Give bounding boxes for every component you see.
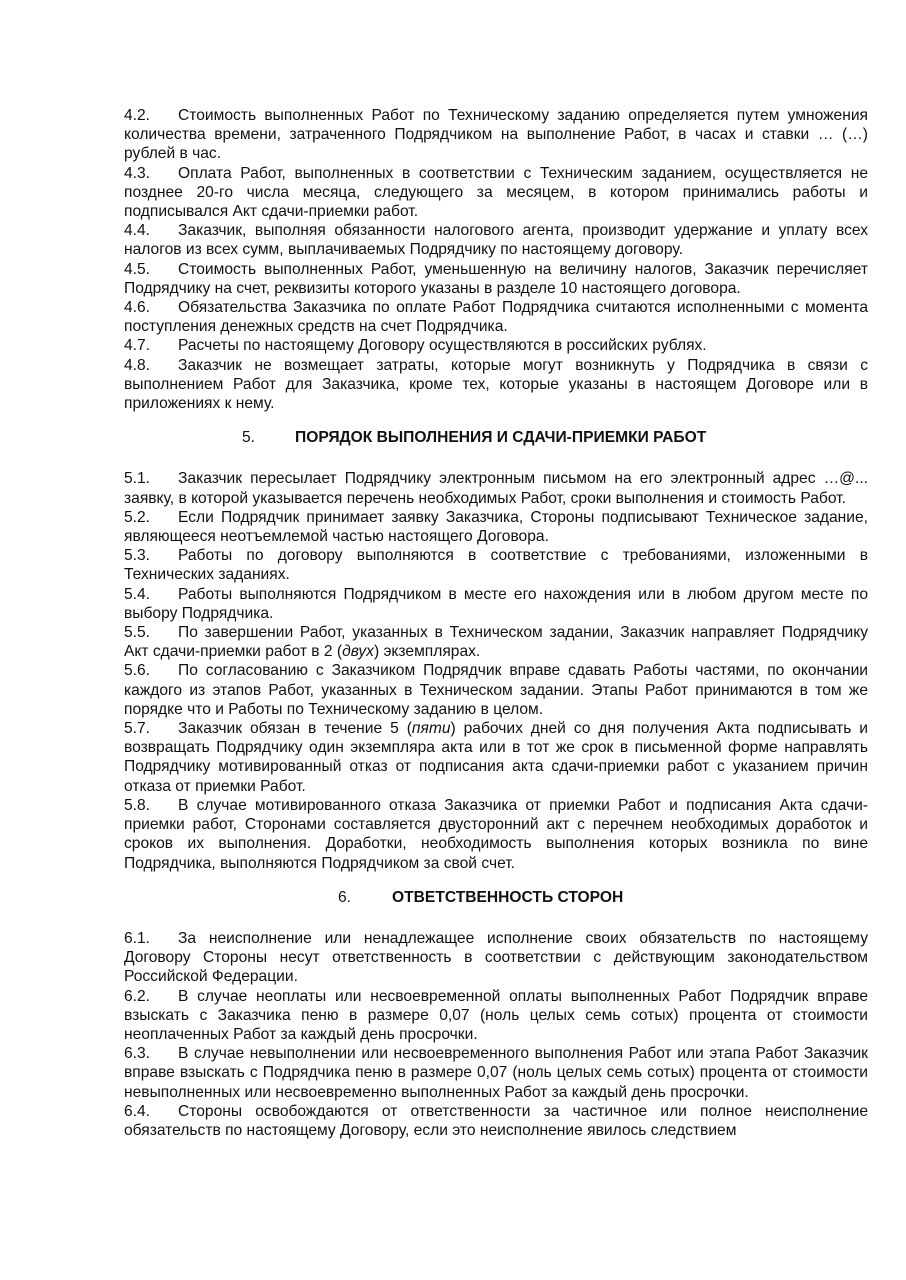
clause-text: Обязательства Заказчика по оплате Работ Подрядчика считаются исполненными с момента поступления денежных средств на счет Подрядчика. xyxy=(124,299,868,336)
clause-5-8 xyxy=(124,796,868,873)
clause-text: Оплата Работ, выполненных в соответствии с Техническим заданием, осуществляется не позднее 20-го числа месяца, следующего за месяцем, в котором принимались работы и подписывался Акт сдачи-приемки работ. xyxy=(124,164,868,221)
clause-text: Стоимость выполненных Работ, уменьшенную на величину налогов, Заказчик перечисляет Подрядчику на счет, реквизиты которого указаны в разделе 10 настоящего договора. xyxy=(124,260,868,297)
clause-6-2 xyxy=(124,987,868,1045)
clause-number: 4.6. xyxy=(124,299,151,317)
clause-text: Заказчик, выполняя обязанности налогового агента, производит удержание и уплату всех налогов из всех сумм, выплачиваемых Подрядчику по настоящему договору. xyxy=(124,222,868,259)
clause-5-1 xyxy=(124,469,868,507)
clause-number: 6.2. xyxy=(124,987,151,1005)
clause-number: 4.2. xyxy=(124,107,151,124)
clause-text: По согласованию с Заказчиком Подрядчик вправе сдавать Работы частями, по окончании каждого из этапов Работ, указанных в Техническом задании. Этапы Работ принимаются в том же порядке что и Работы по Техническому заданию в целом. xyxy=(124,662,868,718)
clause-4-7 xyxy=(124,336,868,355)
clause-number: 6.3. xyxy=(124,1045,151,1063)
clause-4-2 xyxy=(124,106,868,164)
clause-number: 5.5. xyxy=(124,624,151,642)
clause-text-after: ) экземплярах. xyxy=(373,643,481,661)
section-title: ОТВЕТСТВЕННОСТЬ СТОРОН xyxy=(392,888,624,906)
clause-number: 4.4. xyxy=(124,222,151,240)
clause-6-4 xyxy=(124,1102,868,1140)
clause-4-8 xyxy=(124,356,868,414)
clause-5-6 xyxy=(124,661,868,719)
section-title: ПОРЯДОК ВЫПОЛНЕНИЯ И СДАЧИ-ПРИЕМКИ РАБОТ xyxy=(295,429,707,447)
clause-text-italic: пяти xyxy=(411,720,451,738)
clause-4-6 xyxy=(124,298,868,336)
clause-text: В случае невыполнении или несвоевременного выполнения Работ или этапа Работ Заказчик вправе взыскать с Подрядчика пеню в размере 0,07 (ноль целых семь сотых) процента от стоимости невыполненных или несвоевременно выполненных Работ за каждый день просрочки. xyxy=(124,1045,868,1101)
clause-text-before: Заказчик обязан в течение 5 ( xyxy=(178,720,412,738)
clause-text: Стороны освобождаются от ответственности за частичное или полное неисполнение обязательств по настоящему Договору, если это неисполнение явилось следствием xyxy=(124,1102,868,1139)
clause-number: 6.1. xyxy=(124,929,151,947)
clause-text: В случае неоплаты или несвоевременной оплаты выполненных Работ Подрядчик вправе взыскать с Заказчика пеню в размере 0,07 (ноль целых семь сотых) процента от стоимости неоплаченных Работ за каждый день просрочки. xyxy=(124,987,868,1043)
section-5-clauses xyxy=(124,469,868,872)
clause-text: Стоимость выполненных Работ по Техническому заданию определяется путем умножения количества времени, затраченного Подрядчиком на выполнение Работ, в часах и ставки … (…) рублей в час. xyxy=(124,107,868,163)
clause-number: 4.8. xyxy=(124,356,151,374)
clause-5-2 xyxy=(124,508,868,546)
section-number: 6. xyxy=(338,888,352,906)
clause-number: 4.3. xyxy=(124,164,151,182)
section-number: 5. xyxy=(242,429,256,447)
clause-text: Заказчик пересылает Подрядчику электронным письмом на его электронный адрес …@... заявку, в которой указывается перечень необходимых Работ, сроки выполнения и стоимость Работ. xyxy=(124,470,868,507)
document-page xyxy=(124,106,868,1140)
clause-number: 5.7. xyxy=(124,720,151,738)
clause-text-after: ) рабочих дней со дня получения Акта подписывать и возвращать Подрядчику один экземпляра акта или в тот же срок в письменной форме направлять Подрядчику мотивированный отказ от подписания акта сдачи-приемки работ с указанием причин отказа от приемки Работ. xyxy=(124,720,869,795)
section-4-clauses xyxy=(124,106,868,413)
clause-text: Работы выполняются Подрядчиком в месте его нахождения или в любом другом месте по выбору Подрядчика. xyxy=(124,585,868,622)
clause-5-4 xyxy=(124,585,868,623)
clause-number: 5.3. xyxy=(124,547,151,565)
clause-5-7 xyxy=(124,719,868,796)
clause-text: Если Подрядчик принимает заявку Заказчика, Стороны подписывают Техническое задание, являющееся неотъемлемой частью настоящего Договора. xyxy=(124,508,868,546)
section-5-heading xyxy=(124,428,868,447)
clause-text: Заказчик не возмещает затраты, которые могут возникнуть у Подрядчика в связи с выполнением Работ для Заказчика, кроме тех, которые указаны в настоящем Договоре или в приложениях к нему. xyxy=(124,356,868,413)
clause-number: 5.6. xyxy=(124,662,151,680)
clause-text: За неисполнение или ненадлежащее исполнение своих обязательств по настоящему Договору Стороны несут ответственность в соответствии с действующим законодательством Российской Федерации. xyxy=(124,929,868,986)
clause-text: В случае мотивированного отказа Заказчика от приемки Работ и подписания Акта сдачи-приемки работ, Сторонами составляется двусторонний акт с перечнем необходимых доработок и сроков их выполнения. Доработки, необходимость выполнения которых возникла по вине Подрядчика, выполняются Подрядчиком за свой счет. xyxy=(124,796,868,872)
section-6-clauses xyxy=(124,929,868,1140)
clause-4-3 xyxy=(124,164,868,222)
clause-6-1 xyxy=(124,929,868,987)
clause-number: 4.7. xyxy=(124,337,151,355)
clause-number: 4.5. xyxy=(124,260,151,278)
clause-4-4 xyxy=(124,221,868,259)
clause-number: 5.8. xyxy=(124,796,151,814)
clause-number: 5.2. xyxy=(124,508,151,526)
clause-text-before: По завершении Работ, указанных в Техническом задании, Заказчик направляет Подрядчику Акт сдачи-приемки работ в 2 ( xyxy=(124,624,868,661)
clause-text: Работы по договору выполняются в соответствие с требованиями, изложенными в Технических заданиях. xyxy=(124,547,868,584)
clause-number: 6.4. xyxy=(124,1102,151,1120)
clause-text: Расчеты по настоящему Договору осуществляются в российских рублях. xyxy=(178,337,707,355)
clause-number: 5.1. xyxy=(124,470,151,488)
clause-5-5 xyxy=(124,623,868,661)
clause-6-3 xyxy=(124,1044,868,1102)
clause-number: 5.4. xyxy=(124,585,151,603)
section-6-heading xyxy=(124,888,868,907)
clause-4-5 xyxy=(124,260,868,298)
clause-5-3 xyxy=(124,546,868,584)
clause-text-italic: двух xyxy=(342,643,374,661)
